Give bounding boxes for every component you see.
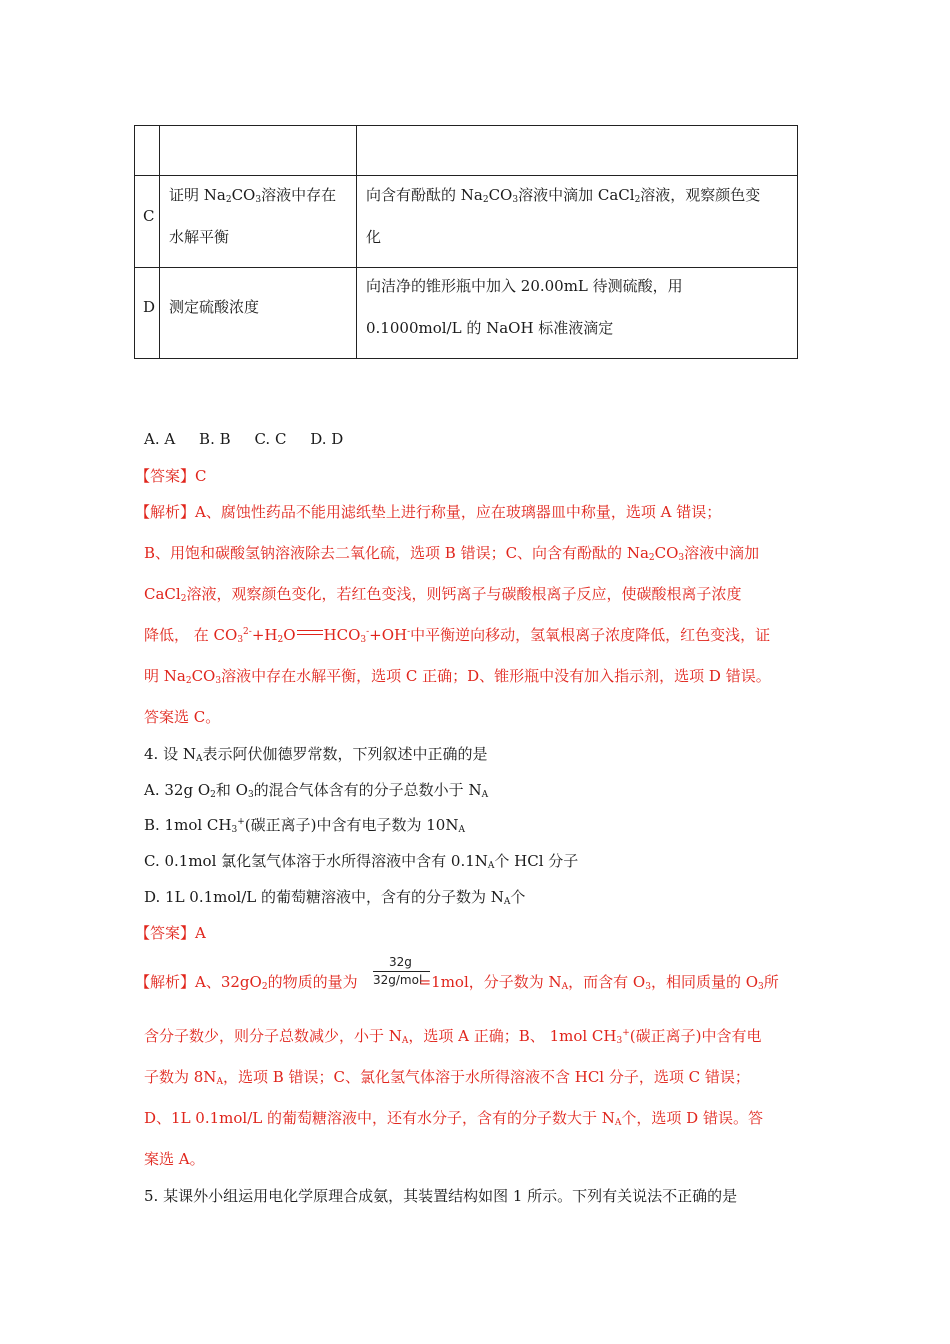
q3-explanation-line6: 答案选 C。: [144, 708, 221, 726]
q3-explanation-line2: B、用饱和碳酸氢钠溶液除去二氧化硫，选项 B 错误；C、向含有酚酞的 $Na_2CO_3$溶液中滴加: [144, 544, 760, 563]
q3-explanation-line5: 明 $Na_2CO_3$溶液中存在水解平衡，选项 C 正确；D、锥形瓶中没有加入指示剂，选项 D 错误。: [144, 667, 771, 686]
q3-options: A. A B. B C. C D. D: [144, 430, 344, 448]
q4-option-a: A. 32g $O_2$和 $O_3$的混合气体含有的分子总数小于 $N_A$: [144, 781, 489, 800]
answer-tag: 【答案】: [135, 924, 196, 942]
row-d-method-line2: 0.1000mol/L 的 NaOH 标准液滴定: [366, 319, 614, 337]
q4-explanation-line1: 【解析】A、$32gO_2$的物质的量为 =1mol，分子数为 $N_A$，而含有 $O_3$，相同质量的 $O_3$所: [135, 973, 779, 992]
row-c-label: C: [143, 207, 155, 225]
q4-explanation-line3: 子数为 $8N_A$，选项 B 错误；C、氯化氢气体溶于水所得溶液不含 HCl 分子，选项 C 错误；: [144, 1068, 750, 1087]
table-border-right: [797, 125, 798, 359]
q3-explanation-line4: 降低， 在 $CO_3^{2-}+H_2O$ $HCO_3^-+OH^-$中平衡逆向移动，氢氧根离子浓度降低，红色变浅，证: [144, 626, 771, 645]
table-row-divider: [134, 267, 798, 268]
row-c-purpose-line2: 水解平衡: [169, 228, 230, 246]
q4-option-c: C. 0.1mol 氯化氢气体溶于水所得溶液中含有 $0.1N_A$个 HCl 分子: [144, 852, 579, 871]
fraction-numerator: 32g: [389, 955, 412, 969]
row-c-method-line2: 化: [366, 228, 382, 246]
row-d-purpose: 测定硫酸浓度: [169, 298, 260, 316]
q3-explanation-line3: CaCl$_2$溶液，观察颜色变化，若红色变浅，则钙离子与碳酸根离子反应，使碳酸根离子浓度: [144, 585, 742, 604]
q4-stem: 4. 设 $N_A$表示阿伏伽德罗常数，下列叙述中正确的是: [144, 745, 488, 764]
q4-option-b: B. 1mol $CH_3^+$(碳正离子)中含有电子数为 $10N_A$: [144, 816, 465, 835]
q3-answer: 【答案】C: [135, 467, 207, 485]
table-border-left: [134, 125, 135, 359]
equilibrium-arrow-icon: [297, 629, 323, 637]
row-d-label: D: [143, 298, 156, 316]
q5-stem: 5. 某课外小组运用电化学原理合成氨，其装置结构如图 1 所示。下列有关说法不正确的是: [144, 1187, 738, 1205]
table-border-top: [134, 125, 798, 126]
row-c-method-line1: 向含有酚酞的 $Na_2CO_3$溶液中滴加 CaCl$_2$溶液，观察颜色变: [366, 186, 761, 205]
q4-explanation-line5: 案选 A。: [144, 1150, 205, 1168]
q3-explanation-line1: 【解析】A、腐蚀性药品不能用滤纸垫上进行称量，应在玻璃器皿中称量，选项 A 错误；: [135, 503, 722, 521]
q4-answer: 【答案】A: [135, 924, 206, 942]
q4-explanation-line4: D、1L 0.1mol/L 的葡萄糖溶液中，还有水分子，含有的分子数大于 $N_A$个，选项 D 错误。答: [144, 1109, 763, 1128]
explanation-tag: 【解析】: [135, 973, 196, 991]
table-col-divider: [356, 125, 357, 359]
experiment-table: [134, 125, 798, 359]
table-border-bottom: [134, 358, 798, 359]
answer-tag: 【答案】: [135, 467, 196, 485]
q4-option-d: D. 1L 0.1mol/L 的葡萄糖溶液中，含有的分子数为 $N_A$个: [144, 888, 526, 907]
explanation-tag: 【解析】: [135, 503, 196, 521]
row-d-method-line1: 向洁净的锥形瓶中加入 20.00mL 待测硫酸，用: [366, 277, 683, 295]
q4-explanation-line2: 含分子数少，则分子总数减少，小于 $N_A$，选项 A 正确；B、 1mol $CH_3^+$(碳正离子)中含有电: [144, 1027, 762, 1046]
fraction-denominator: 32g/mol: [373, 973, 423, 987]
table-row-divider: [134, 175, 798, 176]
table-col-divider: [159, 125, 160, 359]
row-c-purpose-line1: 证明 $Na_2CO_3$溶液中存在: [169, 186, 337, 205]
